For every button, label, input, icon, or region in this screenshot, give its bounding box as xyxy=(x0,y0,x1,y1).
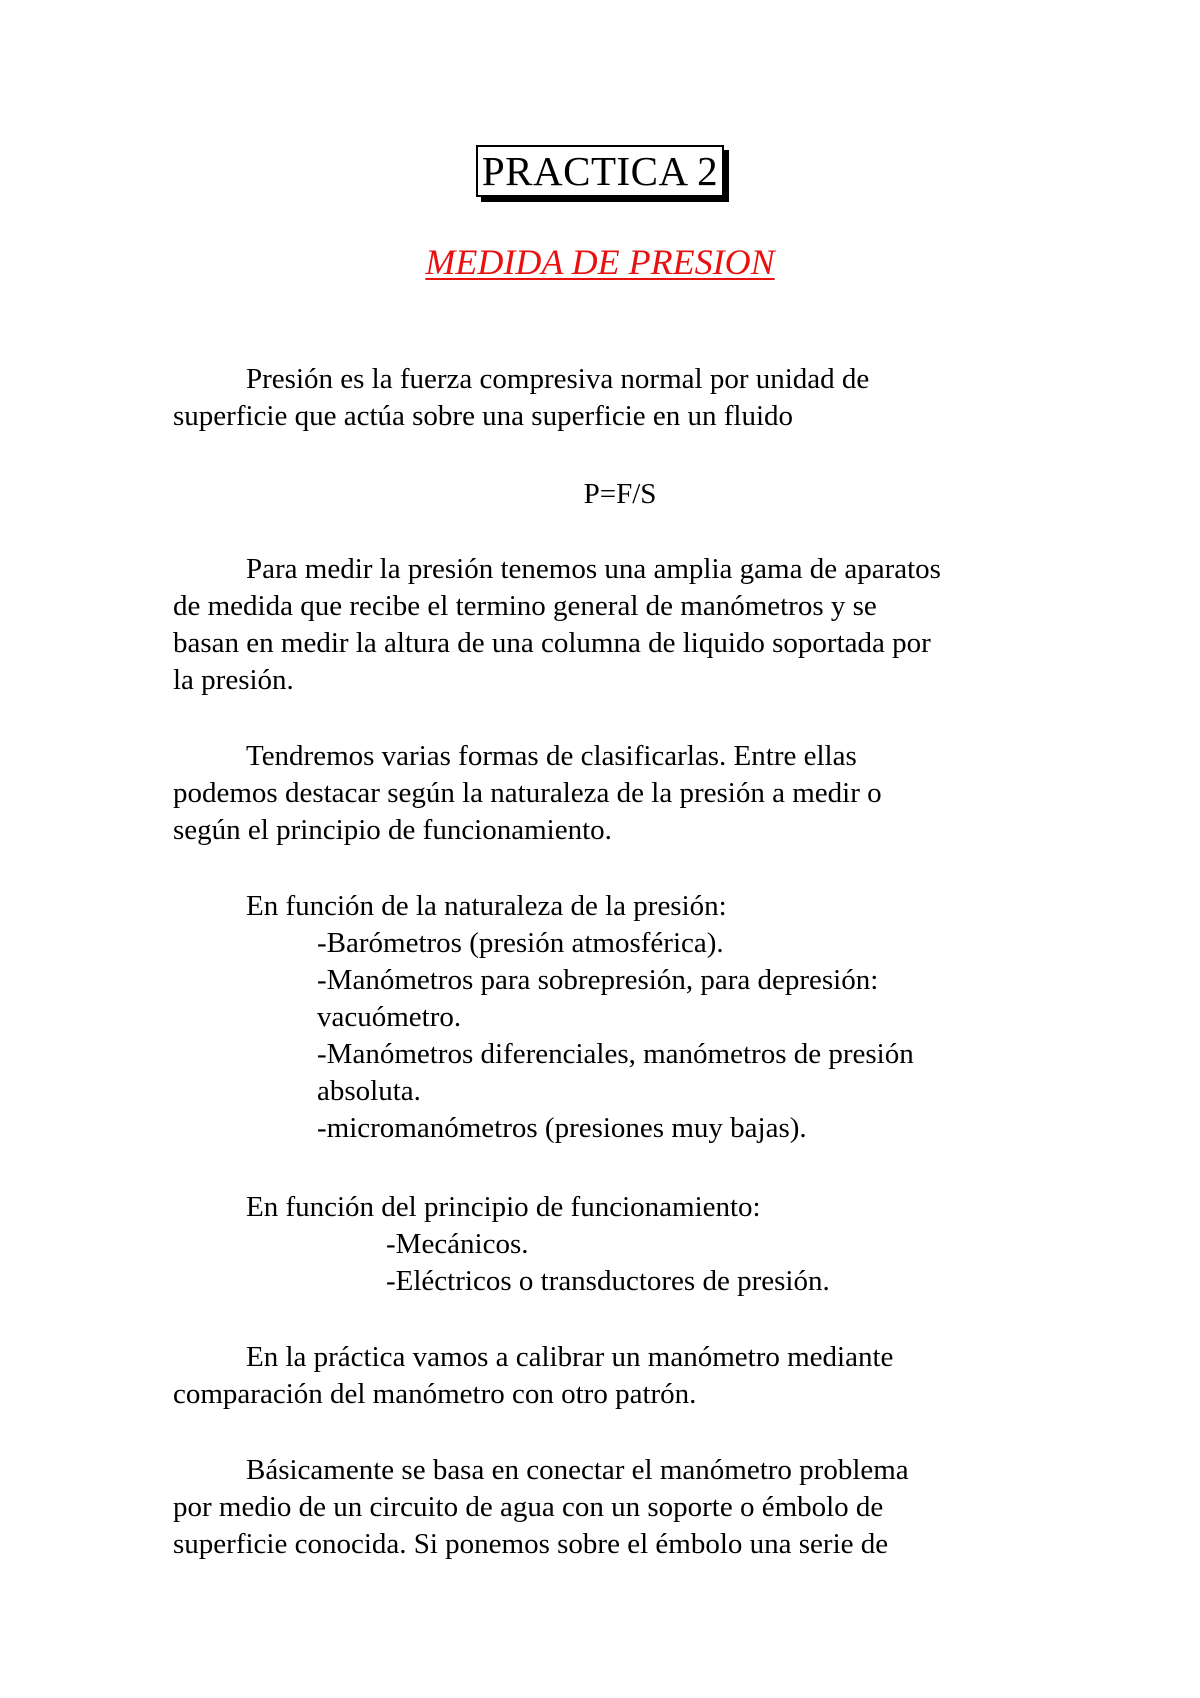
text-line: superficie que actúa sobre una superficie en un fluido xyxy=(173,400,794,432)
formula: P=F/S xyxy=(583,478,657,510)
list-item: -Mecánicos. xyxy=(386,1228,529,1260)
title-container xyxy=(0,145,1200,197)
list-item: -Manómetros diferenciales, manómetros de presión xyxy=(317,1038,914,1070)
text-line: Básicamente se basa en conectar el manómetro problema xyxy=(246,1454,909,1486)
list-heading: En función del principio de funcionamiento: xyxy=(246,1191,761,1223)
text-line: comparación del manómetro con otro patrón. xyxy=(173,1378,697,1410)
text-line: por medio de un circuito de agua con un soporte o émbolo de xyxy=(173,1491,884,1523)
paragraph-classification xyxy=(173,738,1073,849)
list-item: -Eléctricos o transductores de presión. xyxy=(386,1265,830,1297)
text-line: En la práctica vamos a calibrar un manómetro mediante xyxy=(246,1341,894,1373)
text-line: de medida que recibe el termino general de manómetros y se xyxy=(173,590,877,622)
text-line: Tendremos varias formas de clasificarlas. Entre ellas xyxy=(246,740,857,772)
list-heading: En función de la naturaleza de la presión: xyxy=(246,890,727,922)
list-by-nature xyxy=(173,888,1073,1147)
text-line: según el principio de funcionamiento. xyxy=(173,814,612,846)
text-line: basan en medir la altura de una columna de liquido soportada por xyxy=(173,627,931,659)
text-line: la presión. xyxy=(173,664,294,696)
paragraph-method xyxy=(173,1452,1073,1563)
text-line: superficie conocida. Si ponemos sobre el émbolo una serie de xyxy=(173,1528,889,1560)
list-items xyxy=(173,1226,1073,1300)
list-item: -micromanómetros (presiones muy bajas). xyxy=(317,1112,807,1144)
list-item: vacuómetro. xyxy=(317,1001,462,1033)
paragraph-measurement xyxy=(173,551,1073,699)
page-title: PRACTICA 2 xyxy=(476,145,724,197)
text-line: podemos destacar según la naturaleza de la presión a medir o xyxy=(173,777,882,809)
list-items xyxy=(173,925,1073,1147)
text-line: Para medir la presión tenemos una amplia gama de aparatos xyxy=(246,553,941,585)
text-line: Presión es la fuerza compresiva normal por unidad de xyxy=(246,363,870,395)
list-by-principle xyxy=(173,1189,1073,1300)
page-subtitle: MEDIDA DE PRESION xyxy=(425,242,775,282)
paragraph-practice xyxy=(173,1339,1073,1413)
list-item: -Manómetros para sobrepresión, para depresión: xyxy=(317,964,879,996)
list-item: absoluta. xyxy=(317,1075,421,1107)
list-item: -Barómetros (presión atmosférica). xyxy=(317,927,724,959)
paragraph-definition xyxy=(173,361,1073,435)
